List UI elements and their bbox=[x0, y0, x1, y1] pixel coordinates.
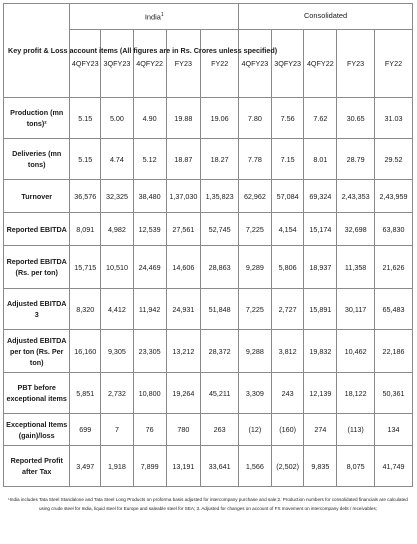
table-cell: 19.88 bbox=[166, 98, 201, 139]
column-header: 4QFY22 bbox=[304, 30, 337, 98]
table-cell: (160) bbox=[271, 414, 304, 446]
table-cell: 28,863 bbox=[201, 246, 239, 289]
table-cell: 2,43,959 bbox=[375, 180, 413, 213]
table-row bbox=[4, 289, 413, 330]
table-cell: 8.01 bbox=[304, 139, 337, 180]
table-cell: 63,830 bbox=[375, 213, 413, 246]
table-cell: 5.00 bbox=[101, 98, 134, 139]
row-label: Reported Profit after Tax bbox=[4, 446, 70, 487]
table-cell: 33,641 bbox=[201, 446, 239, 487]
table-cell: 1,566 bbox=[239, 446, 272, 487]
table-cell: 76 bbox=[133, 414, 166, 446]
table-cell: 2,43,353 bbox=[337, 180, 375, 213]
table-cell: 41,749 bbox=[375, 446, 413, 487]
table-cell: 4.74 bbox=[101, 139, 134, 180]
table-cell: 21,626 bbox=[375, 246, 413, 289]
row-label: Deliveries (mn tons) bbox=[4, 139, 70, 180]
table-cell: 1,37,030 bbox=[166, 180, 201, 213]
table-cell: 699 bbox=[70, 414, 101, 446]
table-cell: 13,212 bbox=[166, 330, 201, 373]
table-cell: 30,117 bbox=[337, 289, 375, 330]
table-cell: 9,289 bbox=[239, 246, 272, 289]
header-india-sup: 1 bbox=[160, 12, 164, 18]
table-cell: 7.80 bbox=[239, 98, 272, 139]
table-cell: 5.15 bbox=[70, 98, 101, 139]
table-cell: 1,918 bbox=[101, 446, 134, 487]
table-cell: 274 bbox=[304, 414, 337, 446]
table-cell: 7,225 bbox=[239, 213, 272, 246]
table-row bbox=[4, 139, 413, 180]
header-consolidated: Consolidated bbox=[239, 4, 413, 30]
table-cell: 4,154 bbox=[271, 213, 304, 246]
row-label: PBT before exceptional items bbox=[4, 373, 70, 414]
table-row bbox=[4, 330, 413, 373]
table-cell: 10,462 bbox=[337, 330, 375, 373]
table-cell: 15,715 bbox=[70, 246, 101, 289]
table-cell: 134 bbox=[375, 414, 413, 446]
table-cell: 9,288 bbox=[239, 330, 272, 373]
table-cell: 8,091 bbox=[70, 213, 101, 246]
column-header: 3QFY23 bbox=[101, 30, 134, 98]
header-india bbox=[70, 4, 239, 30]
table-cell: 29.52 bbox=[375, 139, 413, 180]
table-cell: 65,483 bbox=[375, 289, 413, 330]
table-cell: 13,191 bbox=[166, 446, 201, 487]
table-cell: 10,800 bbox=[133, 373, 166, 414]
table-cell: 11,358 bbox=[337, 246, 375, 289]
table-cell: 11,942 bbox=[133, 289, 166, 330]
header-india-text: India bbox=[144, 12, 161, 22]
header-label: Key profit & Loss account items (All figures are in Rs. Crores unless specified) bbox=[4, 4, 70, 98]
table-cell: 7.15 bbox=[271, 139, 304, 180]
table-cell: 24,931 bbox=[166, 289, 201, 330]
column-header: FY22 bbox=[201, 30, 239, 98]
table-cell: 7 bbox=[101, 414, 134, 446]
table-cell: 8,320 bbox=[70, 289, 101, 330]
table-cell: 19.06 bbox=[201, 98, 239, 139]
table-cell: 19,264 bbox=[166, 373, 201, 414]
table-cell: (12) bbox=[239, 414, 272, 446]
table-cell: (113) bbox=[337, 414, 375, 446]
table-cell: 38,480 bbox=[133, 180, 166, 213]
table-cell: 57,084 bbox=[271, 180, 304, 213]
row-label: Exceptional Items (gain)/loss bbox=[4, 414, 70, 446]
table-cell: 16,160 bbox=[70, 330, 101, 373]
table-row bbox=[4, 98, 413, 139]
table-row bbox=[4, 246, 413, 289]
table-cell: 5.15 bbox=[70, 139, 101, 180]
table-cell: 3,497 bbox=[70, 446, 101, 487]
table-cell: 5,806 bbox=[271, 246, 304, 289]
table-cell: 7.56 bbox=[271, 98, 304, 139]
table-cell: 18,937 bbox=[304, 246, 337, 289]
table-cell: 12,539 bbox=[133, 213, 166, 246]
table-cell: 5,851 bbox=[70, 373, 101, 414]
column-header: FY23 bbox=[166, 30, 201, 98]
table-cell: 10,510 bbox=[101, 246, 134, 289]
pl-table bbox=[3, 3, 413, 487]
table-cell: 52,745 bbox=[201, 213, 239, 246]
table-cell: 28.79 bbox=[337, 139, 375, 180]
table-cell: 4,412 bbox=[101, 289, 134, 330]
table-cell: 51,848 bbox=[201, 289, 239, 330]
table-cell: 30.65 bbox=[337, 98, 375, 139]
table-cell: 5.12 bbox=[133, 139, 166, 180]
table-cell: 2,727 bbox=[271, 289, 304, 330]
table-cell: 780 bbox=[166, 414, 201, 446]
column-header: 4QFY23 bbox=[70, 30, 101, 98]
table-cell: 24,469 bbox=[133, 246, 166, 289]
table-cell: 9,305 bbox=[101, 330, 134, 373]
table-cell: 36,576 bbox=[70, 180, 101, 213]
table-cell: 7,225 bbox=[239, 289, 272, 330]
column-header: 4QFY23 bbox=[239, 30, 272, 98]
table-cell: 8,075 bbox=[337, 446, 375, 487]
table-cell: 62,962 bbox=[239, 180, 272, 213]
table-cell: 2,732 bbox=[101, 373, 134, 414]
row-label: Reported EBITDA (Rs. per ton) bbox=[4, 246, 70, 289]
table-cell: 19,832 bbox=[304, 330, 337, 373]
table-row bbox=[4, 373, 413, 414]
table-cell: 9,835 bbox=[304, 446, 337, 487]
table-row bbox=[4, 180, 413, 213]
row-label: Adjusted EBITDA per ton (Rs. Per ton) bbox=[4, 330, 70, 373]
table-cell: 3,812 bbox=[271, 330, 304, 373]
row-label: Reported EBITDA bbox=[4, 213, 70, 246]
row-label: Adjusted EBITDA 3 bbox=[4, 289, 70, 330]
table-cell: 15,174 bbox=[304, 213, 337, 246]
row-label: Turnover bbox=[4, 180, 70, 213]
table-cell: 12,139 bbox=[304, 373, 337, 414]
table-cell: 45,211 bbox=[201, 373, 239, 414]
table-cell: 18.87 bbox=[166, 139, 201, 180]
table-cell: 4.90 bbox=[133, 98, 166, 139]
table-cell: 15,891 bbox=[304, 289, 337, 330]
table-cell: 69,324 bbox=[304, 180, 337, 213]
column-header: 3QFY23 bbox=[271, 30, 304, 98]
table-row bbox=[4, 446, 413, 487]
table-cell: 18,122 bbox=[337, 373, 375, 414]
column-header: FY23 bbox=[337, 30, 375, 98]
table-cell: 50,361 bbox=[375, 373, 413, 414]
table-row bbox=[4, 414, 413, 446]
column-header: FY22 bbox=[375, 30, 413, 98]
table-row bbox=[4, 213, 413, 246]
table-cell: 7,899 bbox=[133, 446, 166, 487]
table-cell: 18.27 bbox=[201, 139, 239, 180]
table-cell: 22,186 bbox=[375, 330, 413, 373]
table-cell: 3,309 bbox=[239, 373, 272, 414]
table-cell: 7.78 bbox=[239, 139, 272, 180]
table-cell: (2,502) bbox=[271, 446, 304, 487]
table-cell: 7.62 bbox=[304, 98, 337, 139]
row-label: Production (mn tons)² bbox=[4, 98, 70, 139]
footnote: ¹India includes Tata Steel Standalone and Tata Steel Long Products on proforma basis adjusted for intercompany purchase and sale;2. Production numbers for consolidated financials are calculated using crude steel for India, liquid steel for Europe and saleable steel for SEA; 3. Adjusted for changes on account of FX movement on intercompany debt / receivables; bbox=[8, 497, 408, 511]
table-cell: 4,982 bbox=[101, 213, 134, 246]
table-cell: 1,35,823 bbox=[201, 180, 239, 213]
table-cell: 243 bbox=[271, 373, 304, 414]
table-cell: 23,305 bbox=[133, 330, 166, 373]
header-group-row bbox=[4, 4, 413, 30]
table-cell: 14,606 bbox=[166, 246, 201, 289]
table-cell: 31.03 bbox=[375, 98, 413, 139]
table-cell: 32,698 bbox=[337, 213, 375, 246]
column-header: 4QFY22 bbox=[133, 30, 166, 98]
table-cell: 28,372 bbox=[201, 330, 239, 373]
table-cell: 27,561 bbox=[166, 213, 201, 246]
table-cell: 32,325 bbox=[101, 180, 134, 213]
table-cell: 263 bbox=[201, 414, 239, 446]
